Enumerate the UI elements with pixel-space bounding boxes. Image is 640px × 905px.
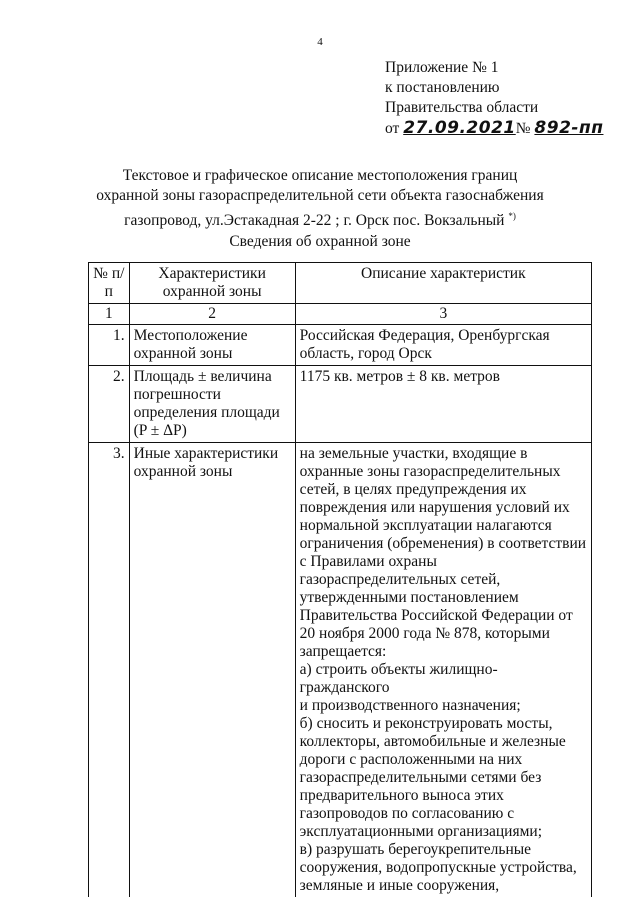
description-line: коллекторы, автомобильные и железные <box>299 733 566 750</box>
description-line: газораспределительных сетей, <box>299 571 501 588</box>
description-line: ограничения (обременения) в соответствии <box>299 535 587 552</box>
section-subtitle: Сведения об охранной зоне <box>229 233 411 250</box>
description-line: эксплуатационными организациями; <box>299 823 543 840</box>
row-description: Российская Федерация, Оренбургская область, город Орск <box>295 325 591 366</box>
header-characteristics: Характеристики охранной зоны <box>129 263 295 304</box>
description-line: нормальной эксплуатации налагаются <box>299 517 552 534</box>
header-number: № п/п <box>89 263 130 304</box>
title-line-3: газопровод, ул.Эстакадная 2-22 ; г. Орск пос. Вокзальный *) <box>124 211 516 229</box>
description-line: на земельные участки, входящие в <box>299 445 528 462</box>
row-description: 1175 кв. метров ± 8 кв. метров <box>295 366 591 443</box>
column-number: 3 <box>295 304 591 325</box>
row-characteristic: Иные характеристики охранной зоны <box>129 443 295 898</box>
row-description <box>295 443 591 898</box>
column-number: 2 <box>129 304 295 325</box>
description-line: дороги с расположенными на них <box>299 751 523 768</box>
description-line: б) сносить и реконструировать мосты, <box>299 715 553 732</box>
row-characteristic: Местоположение охранной зоны <box>129 325 295 366</box>
description-line: утвержденными постановлением <box>299 589 519 606</box>
footnote-mark: *) <box>508 211 516 221</box>
description-line: газораспределительными сетями без <box>299 769 542 786</box>
column-number-row <box>89 304 592 325</box>
description-line: 20 ноября 2000 года № 878, которыми <box>299 625 550 642</box>
description-line: повреждения или нарушения условий их <box>299 499 570 516</box>
appendix-title: Приложение № 1 <box>385 59 499 76</box>
description-line: а) строить объекты жилищно-гражданского <box>299 661 498 696</box>
page-number: 4 <box>317 36 323 48</box>
header-description: Описание характеристик <box>295 263 591 304</box>
row-number: 1. <box>89 325 130 366</box>
table-header-row <box>89 263 592 304</box>
description-line: и производственного назначения; <box>299 697 521 714</box>
description-line: с Правилами охраны <box>299 553 437 570</box>
row-characteristic: Площадь ± величина погрешности определения площади (P ± ΔP) <box>129 366 295 443</box>
appendix-block <box>385 58 603 139</box>
description-line: в) разрушать берегоукрепительные <box>299 841 532 858</box>
table-row <box>89 325 592 366</box>
appendix-date-line <box>385 118 603 139</box>
table-row <box>89 443 592 898</box>
description-line: предварительного выноса этих <box>299 787 504 804</box>
date-prefix: от <box>385 120 400 137</box>
description-line: сооружения, водопропускные устройства, <box>299 859 577 876</box>
table-row <box>89 366 592 443</box>
handwritten-number: 892-пп <box>534 118 604 138</box>
number-sign: № <box>515 120 531 137</box>
title-line-2: охранной зоны газораспределительной сети объекта газоснабжения <box>96 187 544 204</box>
protection-zone-table <box>88 262 592 897</box>
column-number: 1 <box>89 304 130 325</box>
appendix-government-line: Правительства области <box>385 99 539 116</box>
description-line: запрещается: <box>299 643 387 660</box>
handwritten-date: 27.09.2021 <box>403 118 516 138</box>
description-line: газопроводов по согласованию с <box>299 805 515 822</box>
row-number: 2. <box>89 366 130 443</box>
description-line: Правительства Российской Федерации от <box>299 607 573 624</box>
description-line: охранные зоны газораспределительных <box>299 463 561 480</box>
document-title <box>80 166 560 231</box>
row-number: 3. <box>89 443 130 898</box>
appendix-resolution-line: к постановлению <box>385 79 500 96</box>
title-line-1: Текстовое и графическое описание местоположения границ <box>122 167 518 184</box>
description-line: сетей, в целях предупреждения их <box>299 481 527 498</box>
description-line: земляные и иные сооружения, <box>299 877 500 894</box>
